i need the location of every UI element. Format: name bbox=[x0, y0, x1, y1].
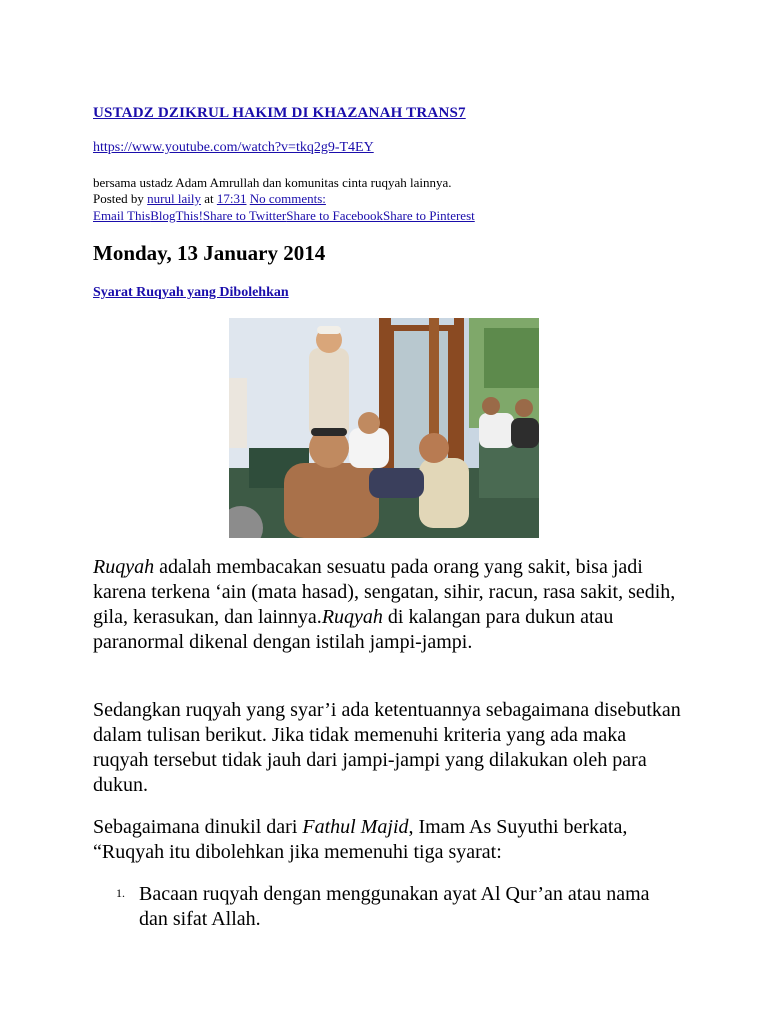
p1-text-2: di kalangan para dukun atau paranormal dikenal dengan istilah jampi-jampi. bbox=[93, 606, 614, 653]
p3-text-1: Sebagaimana dinukil dari bbox=[93, 816, 303, 838]
comments-link[interactable]: No comments: bbox=[249, 191, 326, 206]
share-email-link[interactable]: Email This bbox=[93, 208, 151, 223]
ruqyah-em-1: Ruqyah bbox=[93, 556, 155, 578]
at-label: at bbox=[200, 191, 217, 206]
share-blogthis-link[interactable]: BlogThis! bbox=[150, 208, 203, 223]
author-link[interactable]: nurul laily bbox=[147, 191, 201, 206]
share-links bbox=[93, 208, 475, 224]
share-facebook-link[interactable]: Share to Facebook bbox=[286, 208, 384, 223]
post-footer bbox=[93, 191, 326, 207]
paragraph-2: Sedangkan ruqyah yang syar’i ada ketentuannya sebagaimana disebutkan dalam tulisan berikut. Jika tidak memenuhi kriteria yang ada maka ruqyah tersebut tidak jauh dari jampi-jampi yang dilakukan oleh para dukun. bbox=[93, 699, 681, 796]
post-time-link[interactable]: 17:31 bbox=[216, 191, 247, 206]
ruqyah-em-2: Ruqyah bbox=[321, 606, 383, 628]
post-title[interactable] bbox=[93, 105, 466, 122]
photo-illustration bbox=[229, 318, 539, 538]
p3-text-2: , Imam As Suyuthi berkata, “Ruqyah itu dibolehkan jika memenuhi tiga syarat: bbox=[93, 816, 628, 863]
share-pinterest-link[interactable]: Share to Pinterest bbox=[383, 208, 475, 223]
post2-title[interactable] bbox=[93, 285, 289, 301]
posted-by-label: Posted by bbox=[93, 191, 148, 206]
share-twitter-link[interactable]: Share to Twitter bbox=[202, 208, 287, 223]
youtube-link[interactable]: https://www.youtube.com/watch?v=tkq2g9-T4EY bbox=[93, 140, 374, 155]
paragraph-3 bbox=[93, 815, 683, 865]
paragraph-1 bbox=[93, 555, 683, 655]
post2-title-link[interactable]: Syarat Ruqyah yang Dibolehkan bbox=[93, 285, 289, 300]
youtube-link-line bbox=[93, 140, 374, 156]
list-item-number: 1. bbox=[116, 886, 125, 900]
date-header: Monday, 13 January 2014 bbox=[93, 241, 326, 265]
post-photo bbox=[229, 318, 539, 538]
fathul-majid-em: Fathul Majid bbox=[302, 816, 409, 838]
post-title-link[interactable]: USTADZ DZIKRUL HAKIM DI KHAZANAH TRANS7 bbox=[93, 105, 466, 121]
p1-text-1: adalah membacakan sesuatu pada orang yang sakit, bisa jadi karena terkena ‘ain (mata hasad), sengatan, sihir, racun, rasa sakit, sedih, gila, kerasukan, dan lainnya. bbox=[93, 556, 676, 628]
post-description: bersama ustadz Adam Amrullah dan komunitas cinta ruqyah lainnya. bbox=[93, 175, 452, 190]
list-item-text: Bacaan ruqyah dengan menggunakan ayat Al Qur’an atau nama dan sifat Allah. bbox=[139, 883, 650, 930]
